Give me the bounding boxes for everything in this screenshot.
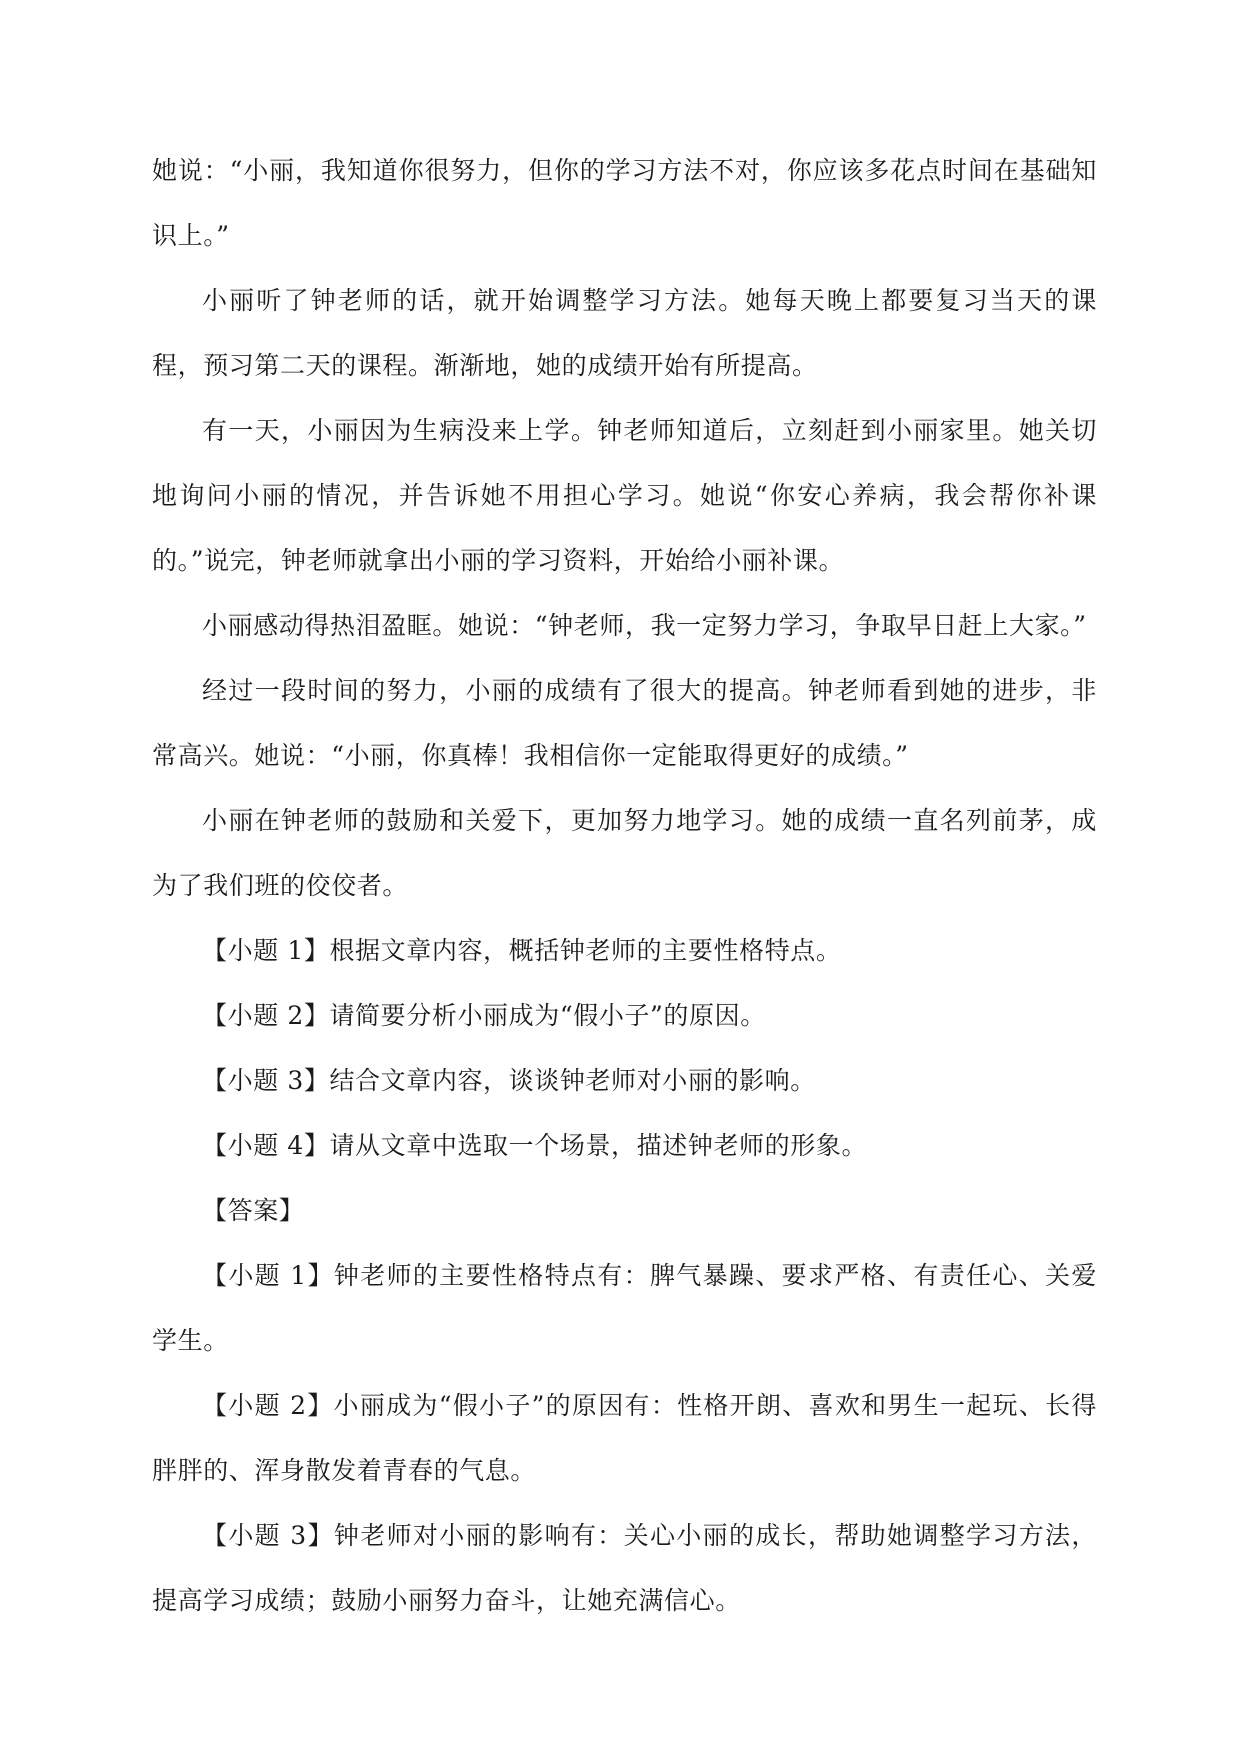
- question-item: 【小题 4】请从文章中选取一个场景，描述钟老师的形象。: [202, 1131, 868, 1160]
- story-paragraph: 经过一段时间的努力，小丽的成绩有了很大的提高。钟老师看到她的进步，非常高兴。她说：“小丽，你真棒！我相信你一定能取得更好的成绩。”: [152, 676, 1097, 770]
- story-paragraph: 小丽感动得热泪盈眶。她说：“钟老师，我一定努力学习，争取早日赶上大家。”: [202, 611, 1087, 640]
- answer-heading: 【答案】: [202, 1196, 305, 1225]
- question-item: 【小题 2】请简要分析小丽成为“假小子”的原因。: [202, 1001, 766, 1030]
- answer-item: 【小题 2】小丽成为“假小子”的原因有：性格开朗、喜欢和男生一起玩、长得胖胖的、浑身散发着青春的气息。: [152, 1391, 1097, 1485]
- answer-item: 【小题 1】钟老师的主要性格特点有：脾气暴躁、要求严格、有责任心、关爱学生。: [152, 1261, 1097, 1355]
- answer-item: 【小题 3】钟老师对小丽的影响有：关心小丽的成长，帮助她调整学习方法，提高学习成绩；鼓励小丽努力奋斗，让她充满信心。: [152, 1521, 1097, 1615]
- story-paragraph: 她说：“小丽，我知道你很努力，但你的学习方法不对，你应该多花点时间在基础知识上。”: [152, 156, 1097, 250]
- question-item: 【小题 3】结合文章内容，谈谈钟老师对小丽的影响。: [202, 1066, 816, 1095]
- story-paragraph: 小丽在钟老师的鼓励和关爱下，更加努力地学习。她的成绩一直名列前茅，成为了我们班的佼佼者。: [152, 806, 1097, 900]
- story-paragraph: 有一天，小丽因为生病没来上学。钟老师知道后，立刻赶到小丽家里。她关切地询问小丽的情况，并告诉她不用担心学习。她说“你安心养病，我会帮你补课的。”说完，钟老师就拿出小丽的学习资料，开始给小丽补课。: [152, 416, 1097, 575]
- story-paragraph: 小丽听了钟老师的话，就开始调整学习方法。她每天晚上都要复习当天的课程，预习第二天的课程。渐渐地，她的成绩开始有所提高。: [152, 286, 1097, 380]
- document-body: [152, 138, 1097, 1633]
- question-item: 【小题 1】根据文章内容，概括钟老师的主要性格特点。: [202, 936, 842, 965]
